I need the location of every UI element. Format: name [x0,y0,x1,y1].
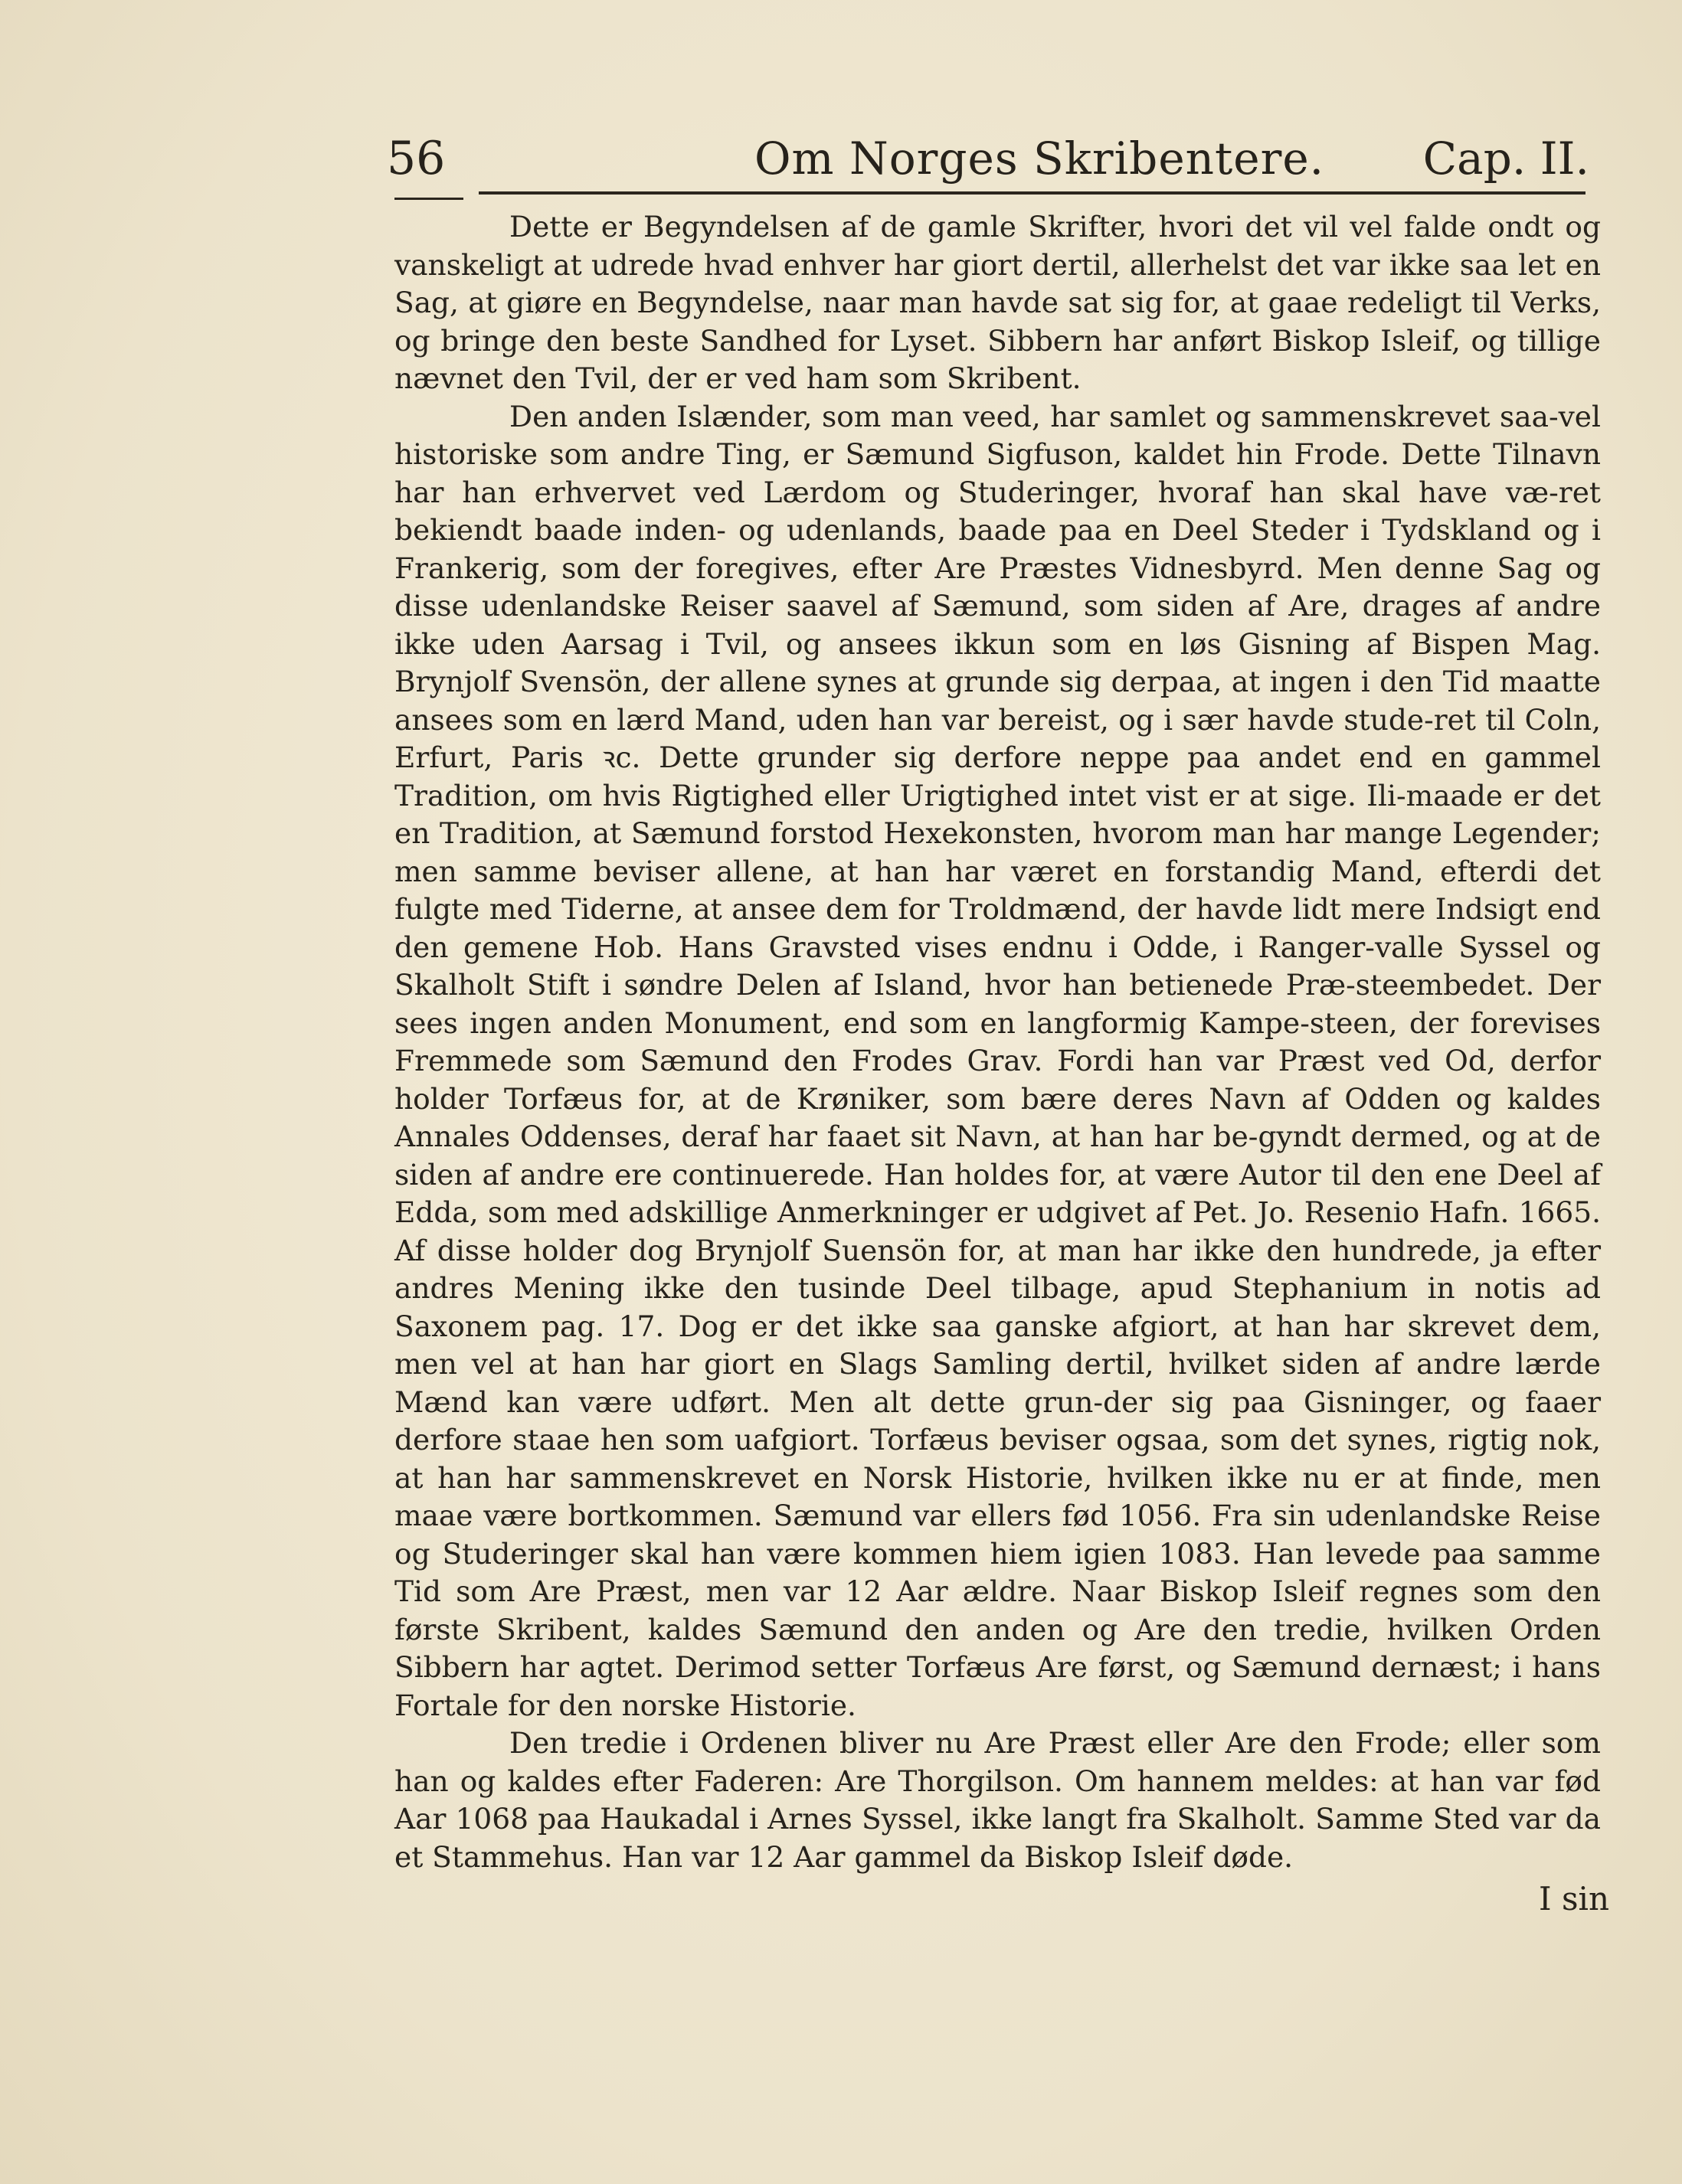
header-rule-short [394,198,463,200]
paragraph-1: Dette er Begyndelsen af de gamle Skrifter, hvori det vil vel falde ondt og vanskeligt at udrede hvad enhver har giort dertil, allerhelst det var ikke saa let en Sag, at giøre en Begyndelse, naar man havde sat sig for, at gaae redeligt til Verks, og bringe den beste Sandhed for Lyset. Sibbern har anført Biskop Isleif, og tillige nævnet den Tvil, der er ved ham som Skribent. [394,210,1601,395]
paragraph-2: Den anden Islænder, som man veed, har samlet og sammenskrevet saa-vel historiske som andre Ting, er Sæmund Sigfuson, kaldet hin Frode. Dette Tilnavn har han erhvervet ved Lærdom og Studeringer, hvoraf han skal have væ-ret bekiendt baade inden- og udenlands, baade paa en Deel Steder i Tydskland og i Frankerig, som der foregives, efter Are Præstes Vidnesbyrd. Men denne Sag og disse udenlandske Reiser saavel af Sæmund, som siden af Are, drages af andre ikke uden Aarsag i Tvil, og ansees ikkun som en løs Gisning af Bispen Mag. Brynjolf Svensön, der allene synes at grunde sig derpaa, at ingen i den Tid maatte ansees som en lærd Mand, uden han var bereist, og i sær havde stude-ret til Coln, Erfurt, Paris ꝛc. Dette grunder sig derfore neppe paa andet end en gammel Tradition, om hvis Rigtighed eller Urigtighed intet vist er at sige. Ili-maade er det en Tradition, at Sæmund forstod Hexekonsten, hvorom man har mange Legender; men samme beviser allene, at han har været en forstandig Mand, efterdi det fulgte med Tiderne, at ansee dem for Troldmænd, der havde lidt mere Indsigt end den gemene Hob. Hans Gravsted vises endnu i Odde, i Ranger-valle Syssel og Skalholt Stift i søndre Delen af Island, hvor han betienede Præ-steembedet. Der sees ingen anden Monument, end som en langformig Kampe-steen, der forevises Fremmede som Sæmund den Frodes Grav. Fordi han var Præst ved Od, derfor holder Torfæus for, at de Krøniker, som bære deres Navn af Odden og kaldes Annales Oddenses, deraf har faaet sit Navn, at han har be-gyndt dermed, og at de siden af andre ere continuerede. Han holdes for, at være Autor til den ene Deel af Edda, som med adskillige Anmerkninger er udgivet af Pet. Jo. Resenio Hafn. 1665. Af disse holder dog Brynjolf Suensön for, at man har ikke den hundrede, ja efter andres Mening ikke den tusinde Deel tilbage, apud Stephanium in notis ad Saxonem pag. 17. Dog er det ikke saa ganske afgiort, at han har skrevet dem, men vel at han har giort en Slags Samling dertil, hvilket siden af andre lærde Mænd kan være udført. Men alt dette grun-der sig paa Gisninger, og faaer derfore staae hen som uafgiort. Torfæus beviser ogsaa, som det synes, rigtig nok, at han har sammenskrevet en Norsk Historie, hvilken ikke nu er at finde, men maae være bortkommen. Sæmund var ellers fød 1056. Fra sin udenlandske Reise og Studeringer skal han være kommen hiem igien 1083. Han levede paa samme Tid som Are Præst, men var 12 Aar ældre. Naar Biskop Isleif regnes som den første Skribent, kaldes Sæmund den anden og Are den tredie, hvilken Orden Sibbern har agtet. Derimod setter Torfæus Are først, og Sæmund dernæst; i hans Fortale for den norske Historie. [394,399,1601,1722]
running-title: Om Norges Skribentere. [754,132,1325,185]
paragraph-3: Den tredie i Ordenen bliver nu Are Præst eller Are den Frode; eller som han og kaldes efter Faderen: Are Thorgilson. Om hannem meldes: at han var fød Aar 1068 paa Haukadal i Arnes Syssel, ikke langt fra Skalholt. Samme Sted var da et Stammehus. Han var 12 Aar gammel da Biskop Isleif døde. [394,1726,1601,1874]
chapter-label: Cap. II. [1422,132,1589,185]
page-header [387,126,1597,188]
page-number: 56 [387,132,446,185]
catchword: I sin [1539,1880,1609,1918]
header-rule-long [479,191,1585,195]
body-text [394,208,1601,1876]
